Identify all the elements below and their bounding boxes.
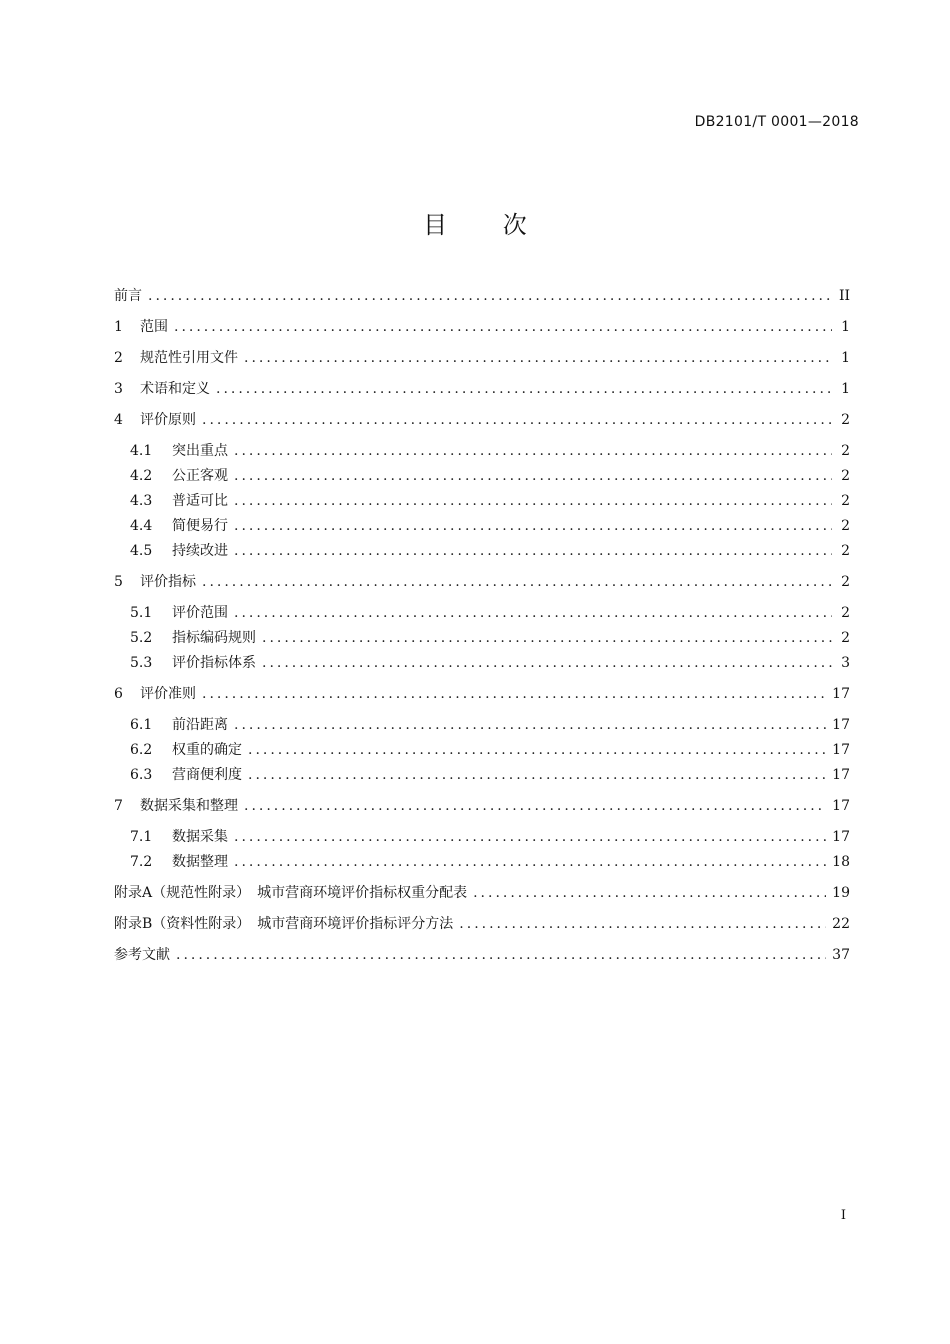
toc-leader-dots	[234, 852, 826, 872]
toc-entry-page: 17	[832, 829, 850, 845]
toc-leader-dots	[148, 286, 832, 306]
toc-entry-number: 5.3	[130, 655, 153, 671]
toc-entry-label: 权重的确定	[172, 742, 242, 758]
toc-entry-page: 18	[832, 854, 850, 870]
toc-entry-label: 简便易行	[172, 518, 228, 534]
toc-entry-number: 4.1	[130, 443, 153, 459]
toc-entry-page: 2	[841, 518, 850, 534]
toc-leader-dots	[234, 715, 826, 735]
toc-leader-dots	[473, 883, 826, 903]
toc-entry-label: 评价指标体系	[172, 655, 256, 671]
toc-leader-dots	[234, 827, 826, 847]
toc-entry-label: 范围	[140, 319, 168, 335]
toc-leader-dots	[234, 603, 832, 623]
toc-leader-dots	[262, 628, 832, 648]
toc-leader-dots	[459, 914, 826, 934]
toc-leader-dots	[176, 945, 826, 965]
toc-entry-page: 2	[841, 468, 850, 484]
toc-entry-page: 37	[832, 947, 850, 963]
toc-entry-page: II	[838, 288, 850, 304]
toc-leader-dots	[234, 516, 832, 536]
toc-entry[interactable]	[114, 740, 850, 760]
toc-entry-number: 6	[114, 686, 123, 702]
page-title: 目 次	[423, 211, 551, 239]
toc-entry-number: 6.1	[130, 717, 153, 733]
toc-entry[interactable]	[114, 827, 850, 847]
toc-entry-page: 19	[832, 885, 850, 901]
toc-entry[interactable]	[114, 883, 850, 903]
toc-leader-dots	[216, 379, 832, 399]
toc-entry[interactable]	[114, 410, 850, 430]
toc-entry-label: 附录A（规范性附录） 城市营商环境评价指标权重分配表	[114, 885, 468, 901]
toc-entry[interactable]	[114, 348, 850, 368]
toc-entry[interactable]	[114, 914, 850, 934]
toc-entry[interactable]	[114, 945, 850, 965]
toc-entry-number: 3	[114, 381, 123, 397]
toc-entry[interactable]	[114, 684, 850, 704]
document-number: DB2101/T 0001—2018	[694, 114, 859, 130]
toc-leader-dots	[244, 348, 832, 368]
toc-entry[interactable]	[114, 715, 850, 735]
toc-entry-label: 营商便利度	[172, 767, 242, 783]
toc-entry-label: 前言	[114, 288, 142, 304]
toc-leader-dots	[248, 740, 826, 760]
toc-entry-page: 1	[841, 381, 850, 397]
toc-entry-page: 1	[841, 350, 850, 366]
toc-entry[interactable]	[114, 516, 850, 536]
toc-entry-label: 评价准则	[140, 686, 196, 702]
toc-entry-page: 2	[841, 630, 850, 646]
toc-entry[interactable]	[114, 628, 850, 648]
toc-entry[interactable]	[114, 796, 850, 816]
toc-entry-number: 4	[114, 412, 123, 428]
toc-entry[interactable]	[114, 379, 850, 399]
toc-leader-dots	[234, 541, 832, 561]
toc-entry-page: 22	[832, 916, 850, 932]
toc-entry[interactable]	[114, 317, 850, 337]
toc-leader-dots	[244, 796, 826, 816]
toc-entry-page: 2	[841, 543, 850, 559]
toc-entry[interactable]	[114, 541, 850, 561]
toc-entry-number: 4.5	[130, 543, 153, 559]
toc-entry-label: 评价原则	[140, 412, 196, 428]
toc-entry-page: 2	[841, 412, 850, 428]
toc-entry-number: 6.3	[130, 767, 153, 783]
toc-entry-label: 规范性引用文件	[140, 350, 238, 366]
toc-entry-label: 评价范围	[172, 605, 228, 621]
toc-entry-number: 7.2	[130, 854, 153, 870]
toc-leader-dots	[202, 410, 832, 430]
toc-entry-label: 附录B（资料性附录） 城市营商环境评价指标评分方法	[114, 916, 454, 932]
toc-entry-page: 17	[832, 767, 850, 783]
toc-entry-number: 4.4	[130, 518, 153, 534]
toc-entry-label: 普适可比	[172, 493, 228, 509]
toc-entry-number: 4.3	[130, 493, 153, 509]
toc-entry[interactable]	[114, 852, 850, 872]
toc-entry-label: 数据采集	[172, 829, 228, 845]
toc-entry[interactable]	[114, 572, 850, 592]
toc-entry-page: 2	[841, 574, 850, 590]
toc-leader-dots	[202, 572, 832, 592]
toc-entry-number: 4.2	[130, 468, 153, 484]
toc-leader-dots	[262, 653, 832, 673]
toc-entry-label: 参考文献	[114, 947, 170, 963]
toc-entry-label: 评价指标	[140, 574, 196, 590]
toc-entry-number: 7.1	[130, 829, 153, 845]
toc-entry-label: 数据采集和整理	[140, 798, 238, 814]
toc-entry-number: 6.2	[130, 742, 153, 758]
toc-entry-label: 突出重点	[172, 443, 228, 459]
toc-entry-number: 5	[114, 574, 123, 590]
toc-entry-number: 7	[114, 798, 123, 814]
toc-entry[interactable]	[114, 765, 850, 785]
toc-entry[interactable]	[114, 286, 850, 306]
toc-entry-page: 2	[841, 605, 850, 621]
toc-leader-dots	[234, 466, 832, 486]
toc-entry-label: 数据整理	[172, 854, 228, 870]
toc-entry[interactable]	[114, 441, 850, 461]
toc-entry-page: 17	[832, 742, 850, 758]
toc-entry-label: 指标编码规则	[172, 630, 256, 646]
page-number: I	[840, 1208, 846, 1223]
toc-leader-dots	[248, 765, 826, 785]
toc-entry-number: 5.1	[130, 605, 153, 621]
toc-entry-page: 2	[841, 443, 850, 459]
toc-entry-page: 17	[832, 798, 850, 814]
toc-entry-label: 术语和定义	[140, 381, 210, 397]
toc-leader-dots	[202, 684, 826, 704]
toc-entry[interactable]	[114, 603, 850, 623]
toc-entry-page: 3	[841, 655, 850, 671]
toc-leader-dots	[174, 317, 832, 337]
toc-leader-dots	[234, 491, 832, 511]
toc-entry-label: 前沿距离	[172, 717, 228, 733]
toc-entry-page: 2	[841, 493, 850, 509]
toc-entry[interactable]	[114, 491, 850, 511]
toc-leader-dots	[234, 441, 832, 461]
toc-entry[interactable]	[114, 653, 850, 673]
toc-entry-page: 17	[832, 717, 850, 733]
toc-entry-number: 2	[114, 350, 123, 366]
toc-entry-number: 5.2	[130, 630, 153, 646]
toc-entry-number: 1	[114, 319, 123, 335]
toc-entry-page: 1	[841, 319, 850, 335]
toc-entry-label: 公正客观	[172, 468, 228, 484]
toc-entry[interactable]	[114, 466, 850, 486]
toc-entry-label: 持续改进	[172, 543, 228, 559]
toc-entry-page: 17	[832, 686, 850, 702]
